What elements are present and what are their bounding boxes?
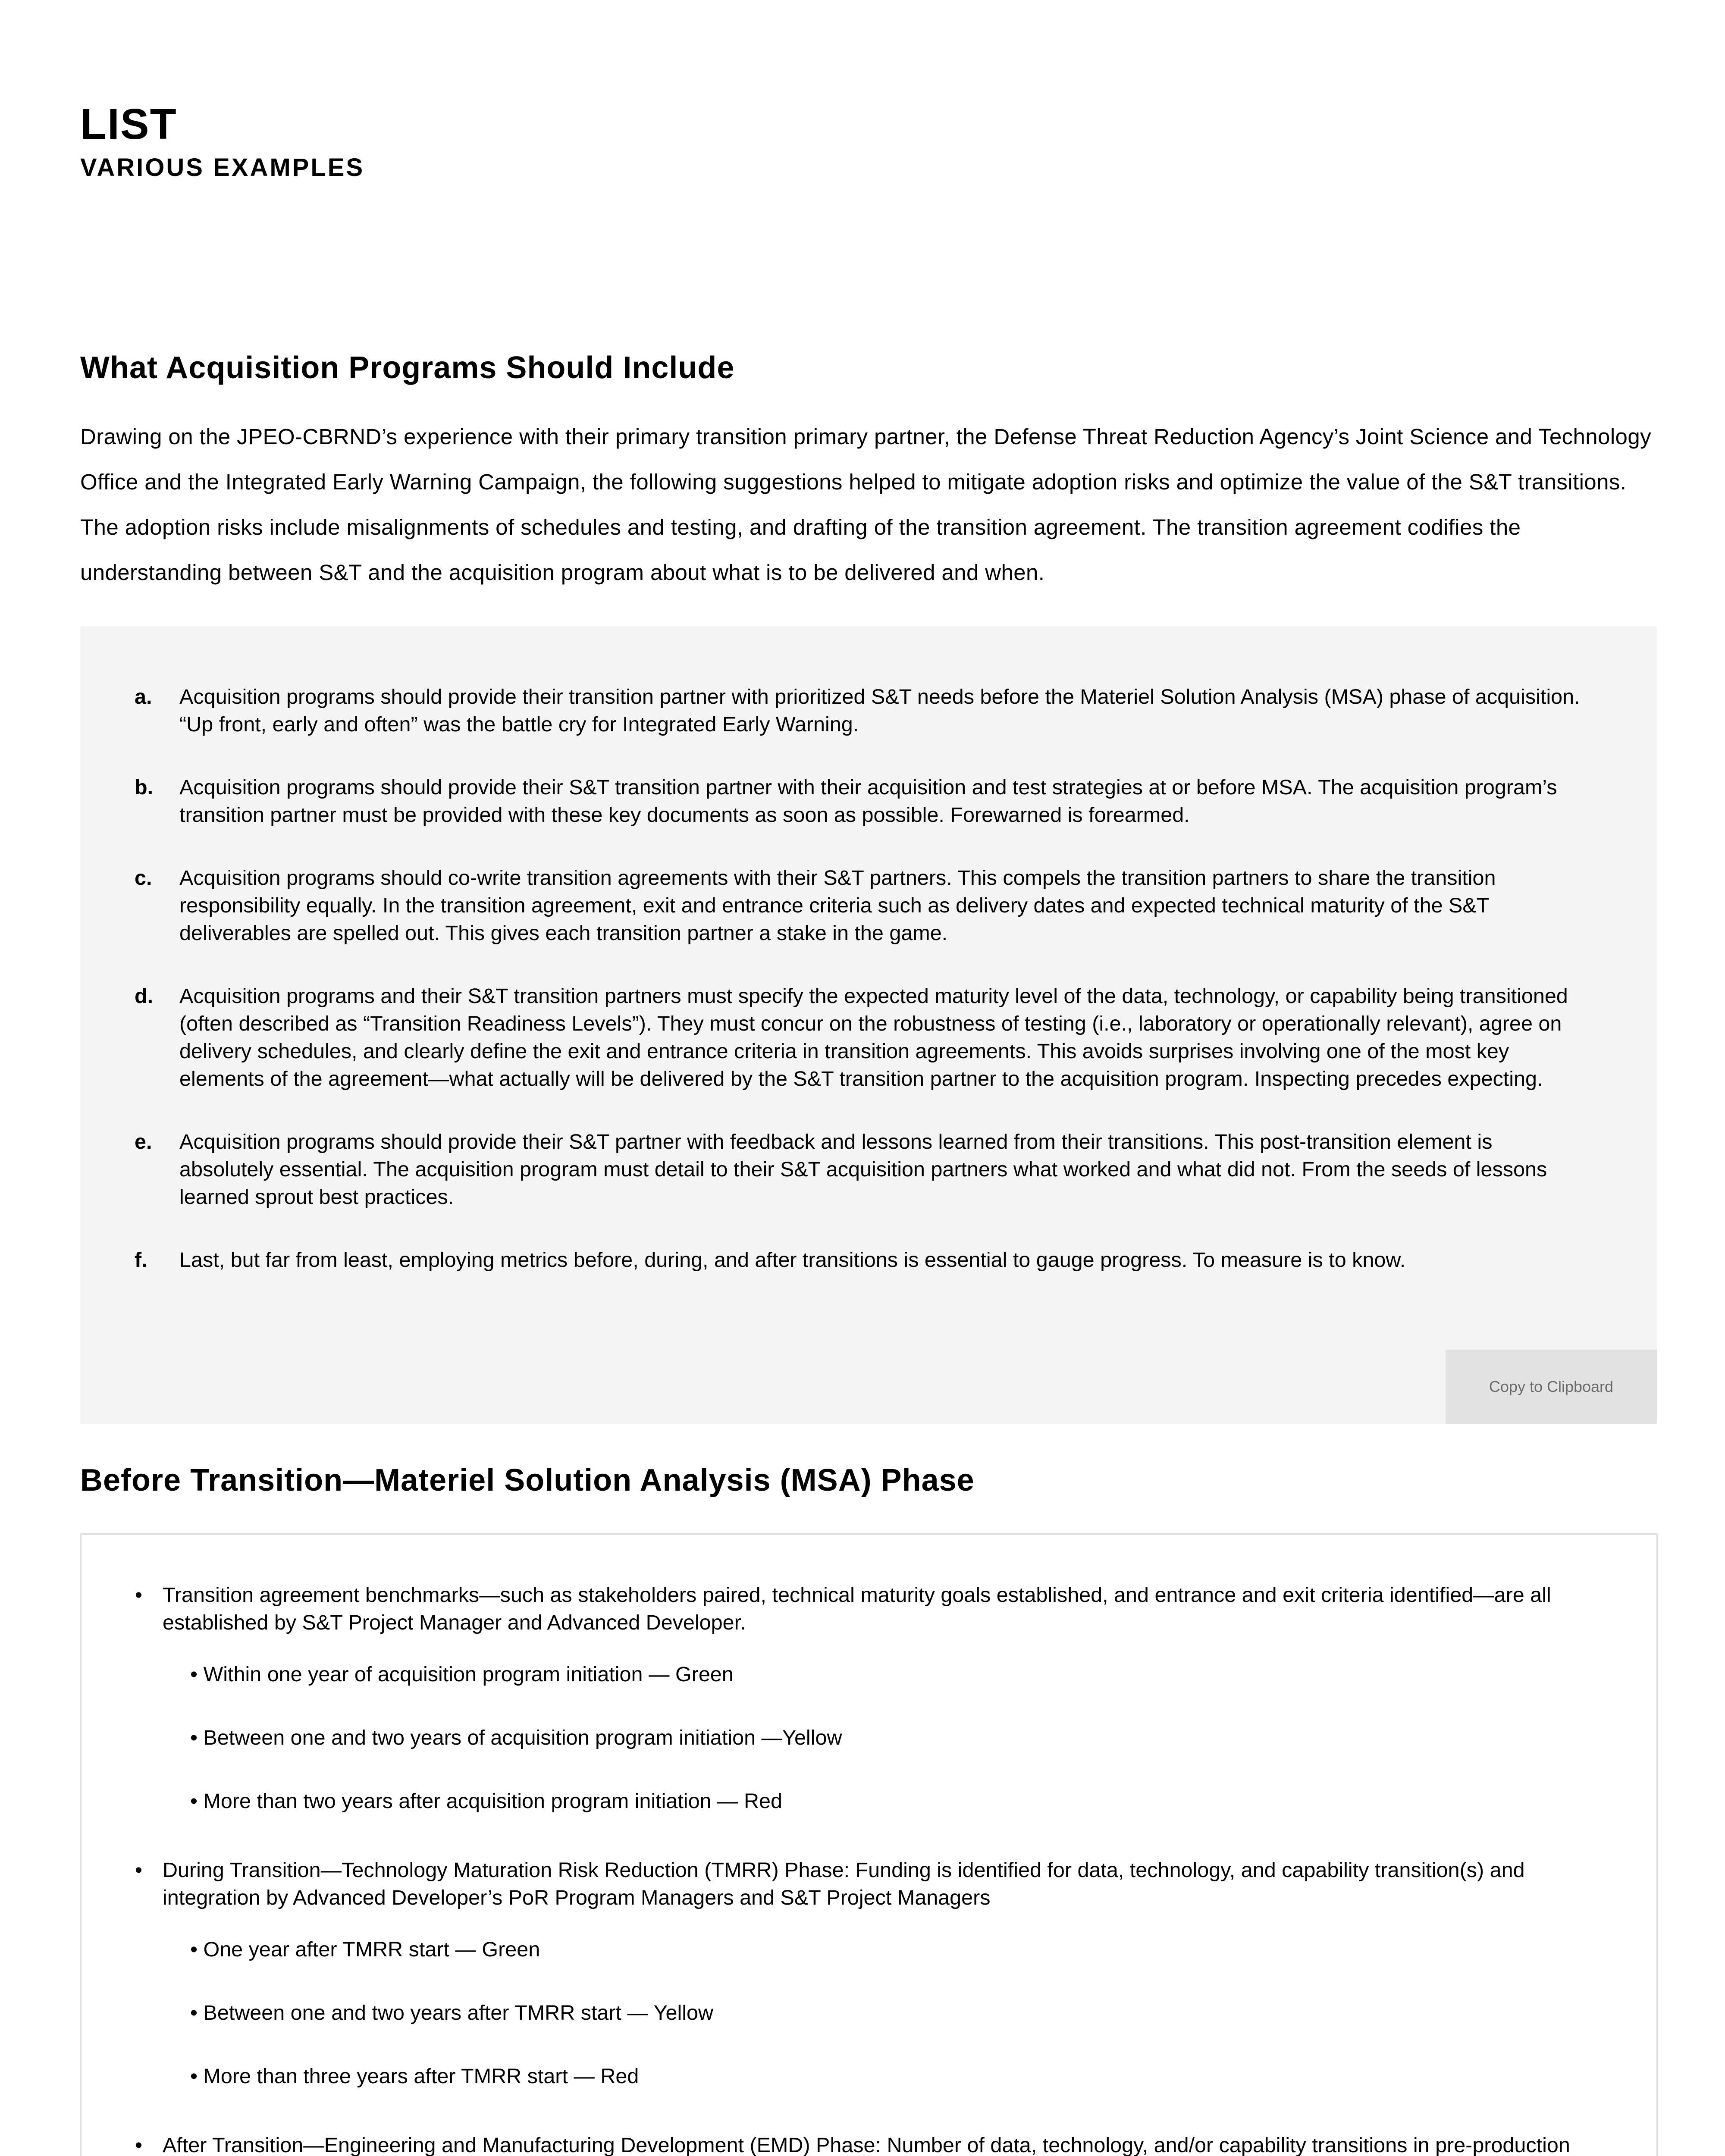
list-item	[135, 683, 1592, 738]
item-letter: d.	[135, 984, 154, 1008]
ordered-list-panel	[80, 626, 1657, 1424]
item-text: During Transition—Technology Maturation Risk Reduction (TMRR) Phase: Funding is identified for data, technology, and capability transition(s) and integration by Advanced Developer’s PoR Program Managers and S&T Project Managers	[163, 1858, 1525, 1909]
item-text: After Transition—Engineering and Manufacturing Development (EMD) Phase: Number of data, technology, and/or capability transitions in pre-production	[163, 2134, 1570, 2156]
list-item	[135, 774, 1592, 829]
sub-list	[163, 1661, 1601, 1815]
item-text: Acquisition programs should provide their S&T transition partner with their acquisition and test strategies at or before MSA. The acquisition program’s transition partner must be provided with these key documents as soon as possible. Forewarned is forearmed.	[179, 776, 1557, 827]
list-item	[135, 1246, 1592, 1274]
list-item	[135, 982, 1592, 1093]
lettered-list	[135, 683, 1592, 1309]
page-title: LIST	[80, 100, 177, 148]
section-title-acquisition: What Acquisition Programs Should Include	[80, 351, 735, 385]
item-text: Acquisition programs should co-write transition agreements with their S&T partners. This compels the transition partners to share the transition responsibility equally. In the transition agreement, exit and entrance criteria such as delivery dates and expected technical maturity of the S&T deliverables are spelled out. This gives each transition partner a stake in the game.	[179, 866, 1496, 945]
item-text: Transition agreement benchmarks—such as stakeholders paired, technical maturity goals established, and entrance and exit criteria identified—are all established by S&T Project Manager and Advanced Developer.	[163, 1583, 1551, 1634]
item-letter: c.	[135, 866, 152, 890]
item-letter: a.	[135, 685, 152, 708]
page-subtitle: VARIOUS EXAMPLES	[80, 154, 365, 182]
copy-to-clipboard-button[interactable]: Copy to Clipboard	[1446, 1350, 1657, 1424]
sub-list	[163, 1936, 1601, 2090]
list-item	[135, 1581, 1601, 1815]
intro-paragraph	[80, 414, 1654, 595]
intro-text: Drawing on the JPEO-CBRND’s experience with their primary transition primary partner, the Defense Threat Reduction Agency’s Joint Science and Technology Office and the Integrated Early Warning Campaign, the following suggestions helped to mitigate adoption risks and optimize the value of the S&T transitions. The adoption risks include misalignments of schedules and testing, and drafting of the transition agreement. The transition agreement codifies the understanding between S&T and the acquisition program about what is to be delivered and when.	[80, 424, 1651, 585]
item-text: Acquisition programs should provide their S&T partner with feedback and lessons learned from their transitions. This post-transition element is absolutely essential. The acquisition program must detail to their S&T acquisition partners what worked and what did not. From the seeds of lessons learned sprout best practices.	[179, 1130, 1547, 1209]
list-item	[135, 1128, 1592, 1211]
item-letter: e.	[135, 1130, 152, 1153]
sub-list-item: • More than two years after acquisition program initiation — Red	[190, 1787, 1601, 1815]
list-item	[135, 2131, 1601, 2156]
item-text: Acquisition programs and their S&T transition partners must specify the expected maturity level of the data, technology, or capability being transitioned (often described as “Transition Readiness Levels”). They must concur on the robustness of testing (i.e., laboratory or operationally relevant), agree on delivery schedules, and clearly define the exit and entrance criteria in transition agreements. This avoids surprises involving one of the most key elements of the agreement—what actually will be delivered by the S&T transition partner to the acquisition program. Inspecting precedes expecting.	[179, 984, 1568, 1091]
section-title-msa-phase: Before Transition—Materiel Solution Analysis (MSA) Phase	[80, 1463, 975, 1498]
sub-list-item: • Between one and two years after TMRR start — Yellow	[190, 1999, 1601, 2027]
item-letter: b.	[135, 776, 154, 799]
item-text: Acquisition programs should provide their transition partner with prioritized S&T needs before the Materiel Solution Analysis (MSA) phase of acquisition. “Up front, early and often” was the battle cry for Integrated Early Warning.	[179, 685, 1580, 736]
item-text: Last, but far from least, employing metrics before, during, and after transitions is essential to gauge progress. To measure is to know.	[179, 1248, 1406, 1272]
sub-list-item: • Within one year of acquisition program initiation — Green	[190, 1661, 1601, 1688]
item-letter: f.	[135, 1248, 147, 1272]
list-item	[135, 864, 1592, 947]
sub-list-item: • More than three years after TMRR start — Red	[190, 2062, 1601, 2090]
sub-list-item: • Between one and two years of acquisition program initiation —Yellow	[190, 1724, 1601, 1752]
bullet-list-panel	[80, 1533, 1658, 2156]
page-header	[80, 102, 364, 182]
sub-list-item: • One year after TMRR start — Green	[190, 1936, 1601, 1963]
list-item	[135, 1856, 1601, 2090]
bullet-list	[135, 1581, 1601, 2156]
